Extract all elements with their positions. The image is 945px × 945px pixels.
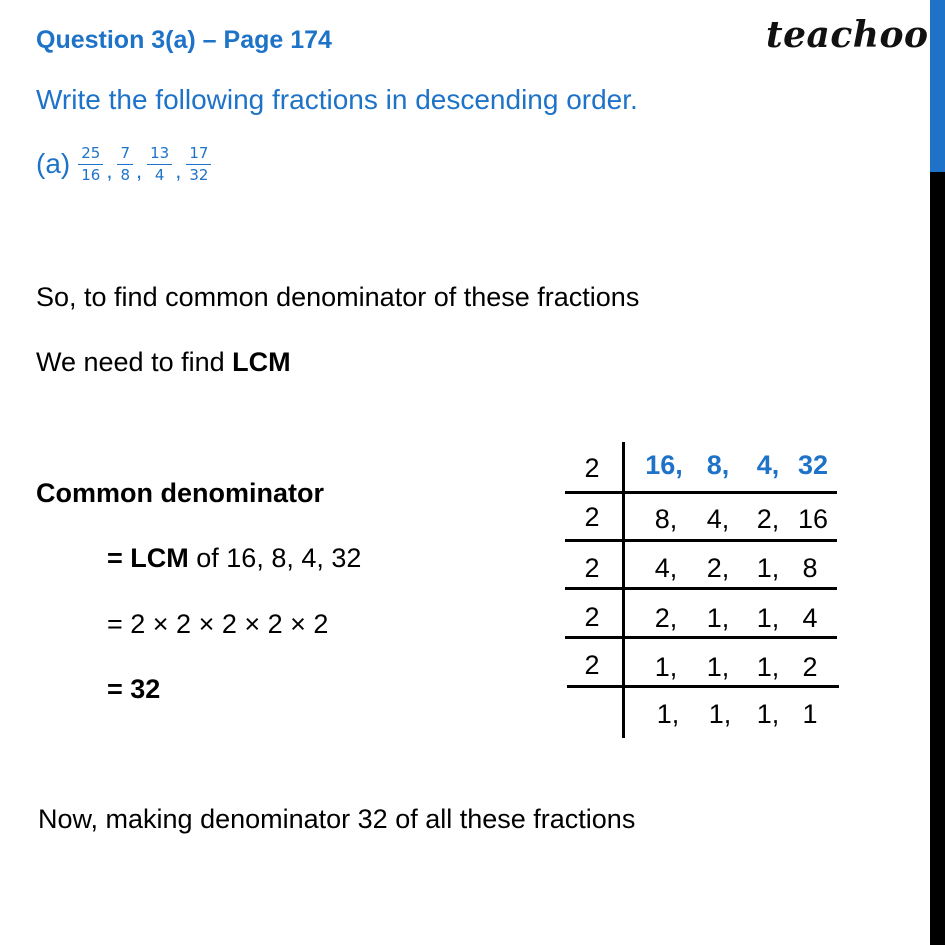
ladder-value: 1, xyxy=(756,553,780,583)
solution-line-1: So, to find common denominator of these fractions xyxy=(36,282,640,312)
teachoo-logo: teachoo xyxy=(766,14,929,56)
step-result: = 32 xyxy=(107,674,161,704)
comma: , xyxy=(106,158,113,183)
ladder-rule xyxy=(567,685,839,688)
ladder-rule xyxy=(565,491,837,494)
ladder-value: 16 xyxy=(797,504,829,534)
ladder-rule xyxy=(565,636,837,639)
ladder-value: 8, xyxy=(706,450,730,480)
ladder-value: 1, xyxy=(756,699,780,729)
fraction xyxy=(186,145,211,184)
question-title: Question 3(a) – Page 174 xyxy=(36,26,332,54)
comma: , xyxy=(136,158,143,183)
ladder-value: 2, xyxy=(706,553,730,583)
divisor: 2 xyxy=(584,502,600,532)
ladder-rule xyxy=(565,587,837,590)
solution-footer: Now, making denominator 32 of all these fractions xyxy=(38,804,636,834)
solution-line-2-text: We need to find xyxy=(36,347,233,377)
ladder-value: 1, xyxy=(656,699,680,729)
divisor: 2 xyxy=(584,553,600,583)
solution-line-2 xyxy=(36,347,291,378)
ladder-value: 32 xyxy=(797,450,829,480)
divisor: 2 xyxy=(584,650,600,680)
ladder-value: 1, xyxy=(706,652,730,682)
divisor: 2 xyxy=(584,602,600,632)
lcm-label: LCM xyxy=(232,347,291,377)
division-ladder xyxy=(563,440,843,740)
part-label: (a) xyxy=(36,148,71,179)
ladder-value: 1, xyxy=(706,603,730,633)
ladder-value: 2, xyxy=(756,504,780,534)
step-lcm-values: of 16, 8, 4, 32 xyxy=(188,543,362,573)
ladder-value: 4, xyxy=(756,450,780,480)
fraction-numerator: 17 xyxy=(186,145,211,165)
fraction xyxy=(147,145,172,184)
step-lcm-label: = LCM xyxy=(107,543,189,573)
fraction-numerator: 25 xyxy=(78,145,103,165)
ladder-value: 1, xyxy=(756,603,780,633)
ladder-value: 8, xyxy=(654,504,678,534)
ladder-value: 1 xyxy=(802,699,818,729)
ladder-value: 4, xyxy=(654,553,678,583)
ladder-value: 1, xyxy=(756,652,780,682)
ladder-value: 8 xyxy=(802,553,818,583)
comma: , xyxy=(175,158,182,183)
step-product: = 2 × 2 × 2 × 2 × 2 xyxy=(107,609,329,639)
fraction-list xyxy=(36,144,213,184)
fraction-denominator: 4 xyxy=(154,165,165,184)
fraction-denominator: 16 xyxy=(81,165,101,184)
ladder-vertical-line xyxy=(622,442,625,738)
question-text: Write the following fractions in descending order. xyxy=(36,84,638,115)
step-lcm xyxy=(107,543,361,574)
common-denominator-heading: Common denominator xyxy=(36,478,324,508)
fraction xyxy=(117,145,133,184)
divisor: 2 xyxy=(584,453,600,483)
fraction xyxy=(78,145,103,184)
ladder-value: 16, xyxy=(645,450,683,480)
ladder-value: 1, xyxy=(654,652,678,682)
ladder-value: 4, xyxy=(706,504,730,534)
ladder-value: 4 xyxy=(802,603,818,633)
fraction-numerator: 13 xyxy=(147,145,172,165)
ladder-rule xyxy=(565,539,837,542)
fraction-denominator: 8 xyxy=(120,165,130,184)
ladder-value: 2 xyxy=(802,652,818,682)
fraction-numerator: 7 xyxy=(117,145,133,165)
scrollbar-thumb[interactable] xyxy=(930,0,945,172)
fraction-denominator: 32 xyxy=(189,165,209,184)
ladder-value: 2, xyxy=(654,603,678,633)
ladder-value: 1, xyxy=(708,699,732,729)
